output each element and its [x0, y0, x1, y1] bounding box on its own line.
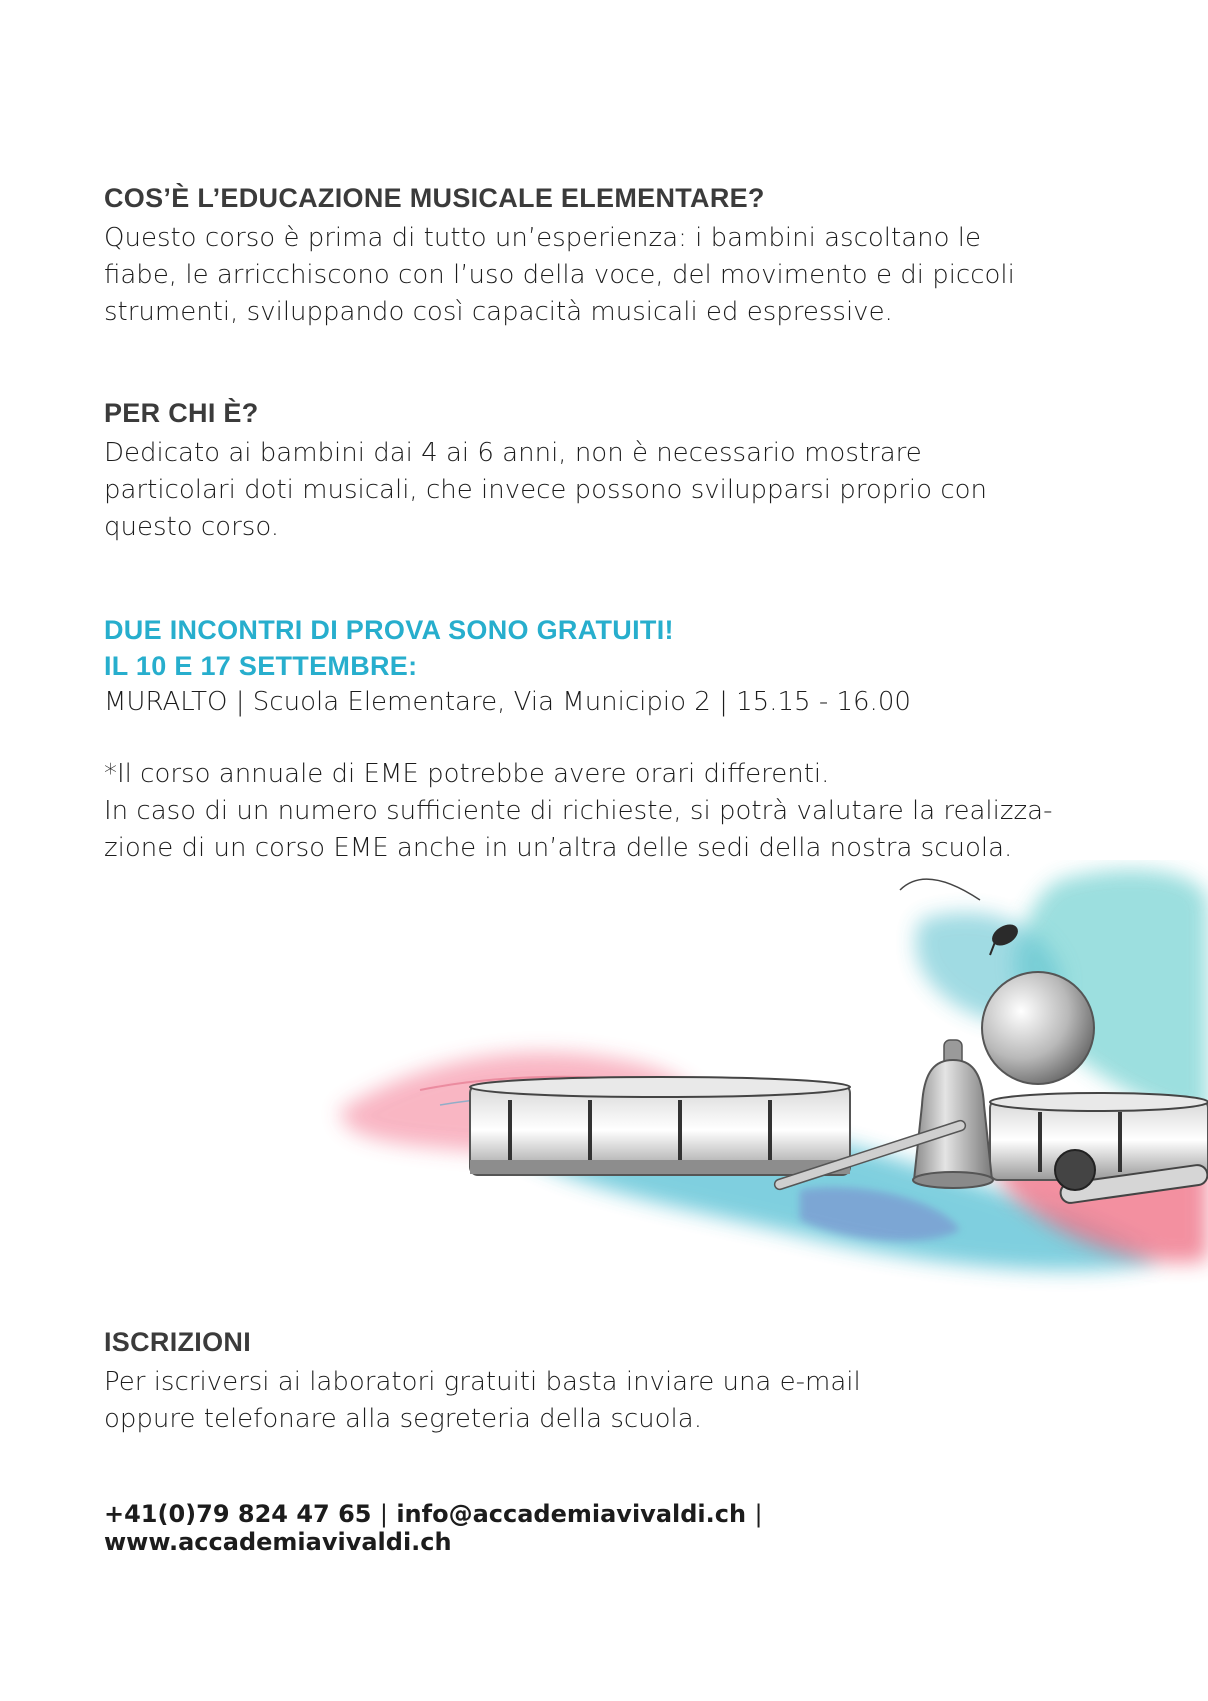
contact-separator: |: [754, 1500, 763, 1528]
drum-icon: [990, 1093, 1208, 1180]
section-signup: [104, 1324, 1104, 1438]
trial-heading-1: DUE INCONTRI DI PROVA SONO GRATUITI!: [104, 615, 674, 645]
section-trial: [104, 612, 1104, 721]
website-link[interactable]: www.accademiavivaldi.ch: [104, 1528, 452, 1556]
email-link[interactable]: info@accademiavivaldi.ch: [396, 1500, 747, 1528]
signup-line: Per iscriversi ai laboratori gratuiti basta inviare una e-mail: [104, 1367, 861, 1397]
section-who: [104, 395, 1104, 546]
section-who-line: questo corso.: [104, 512, 280, 542]
signup-line: oppure telefonare alla segreteria della scuola.: [104, 1404, 702, 1434]
signup-heading: ISCRIZIONI: [104, 1327, 252, 1357]
note-line: In caso di un numero sufficiente di richieste, si potrà valutare la realizza-: [104, 796, 1053, 826]
watercolor-splash: [340, 870, 1208, 1271]
section-who-line: particolari doti musicali, che invece possono svilupparsi proprio con: [104, 475, 988, 505]
drum-icon: [470, 1077, 850, 1175]
bell-icon: [913, 1040, 993, 1188]
note-line: *Il corso annuale di EME potrebbe avere orari differenti.: [104, 759, 830, 789]
section-what-line: strumenti, sviluppando così capacità musicali ed espressive.: [104, 297, 893, 327]
section-who-line: Dedicato ai bambini dai 4 ai 6 anni, non è necessario mostrare: [104, 438, 922, 468]
instruments-illustration: [300, 860, 1208, 1310]
phone-number[interactable]: +41(0)79 824 47 65: [104, 1500, 372, 1528]
contact-separator: |: [379, 1500, 388, 1528]
section-note: [104, 756, 1104, 867]
section-what-line: Questo corso è prima di tutto un’esperienza: i bambini ascoltano le: [104, 223, 981, 253]
section-what-line: fiabe, le arricchiscono con l’uso della voce, del movimento e di piccoli: [104, 260, 1015, 290]
note-line: zione di un corso EME anche in un’altra delle sedi della nostra scuola.: [104, 833, 1013, 863]
ball-icon: [982, 972, 1094, 1084]
contact-line: [104, 1500, 1104, 1556]
trial-heading-2: IL 10 E 17 SETTEMBRE:: [104, 651, 418, 681]
trial-details: MURALTO | Scuola Elementare, Via Municipio 2 | 15.15 - 16.00: [104, 687, 911, 717]
section-what: [104, 180, 1104, 331]
section-what-heading: COS’È L’EDUCAZIONE MUSICALE ELEMENTARE?: [104, 183, 765, 213]
section-who-heading: PER CHI È?: [104, 398, 259, 428]
